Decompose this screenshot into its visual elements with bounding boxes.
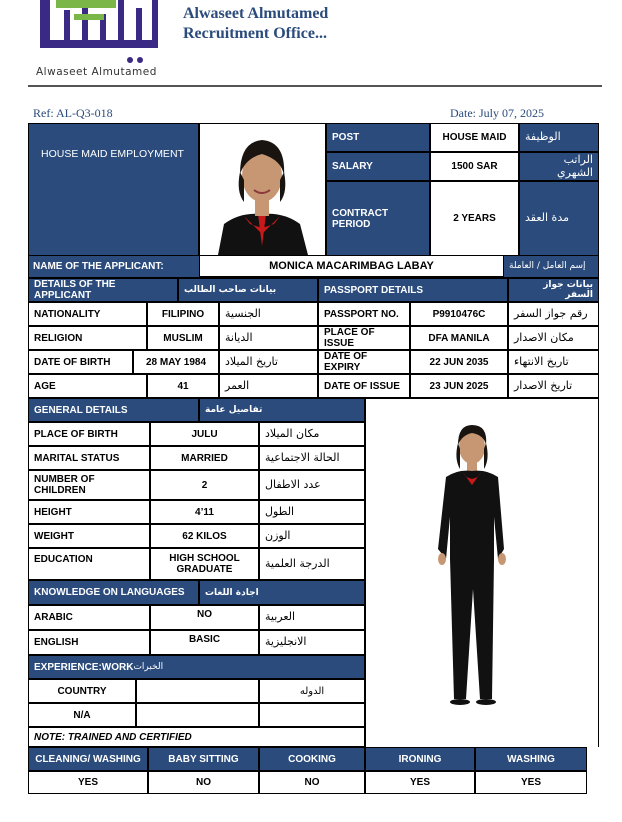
passport-no-arabic: رقم جواز السفر <box>508 302 599 326</box>
passport-no-value: P9910476C <box>410 302 508 326</box>
height-value: 4’11 <box>150 500 259 524</box>
age-arabic: العمر <box>219 374 318 398</box>
contract-arabic: مدة العقد <box>519 181 599 256</box>
reference-number: Ref: AL-Q3-018 <box>33 106 113 120</box>
skill-header-washing: WASHING <box>475 747 587 771</box>
arabic-label: ARABIC <box>28 605 150 630</box>
passport-section-title-arabic: بيانات جواز السفر <box>508 278 599 302</box>
skill-header-cooking: COOKING <box>259 747 365 771</box>
children-label: NUMBER OF CHILDREN <box>28 470 150 500</box>
logo-caption: Alwaseet Almutamed <box>36 66 157 78</box>
note: NOTE: TRAINED AND CERTIFIED <box>28 727 365 747</box>
age-value: 41 <box>147 374 219 398</box>
experience-section-title <box>28 655 365 679</box>
education-label: EDUCATION <box>28 548 150 580</box>
height-label: HEIGHT <box>28 500 150 524</box>
education-arabic: الدرجة العلمية <box>259 548 365 580</box>
english-label: ENGLISH <box>28 630 150 655</box>
general-section-title-arabic: تفاصيل عامة <box>199 398 365 422</box>
contract-label: CONTRACT PERIOD <box>326 181 430 256</box>
applicant-name: MONICA MACARIMBAG LABAY <box>199 255 504 277</box>
place-of-issue-arabic: مكان الاصدار <box>508 326 599 350</box>
skill-value-cooking: NO <box>259 771 365 794</box>
header-divider <box>28 85 602 87</box>
dob-label: DATE OF BIRTH <box>28 350 133 374</box>
place-of-birth-arabic: مكان الميلاد <box>259 422 365 446</box>
date-of-issue-value: 23 JUN 2025 <box>410 374 508 398</box>
applicant-section-title-arabic: بيانات صاحب الطالب <box>178 278 318 302</box>
passport-section-title: PASSPORT DETAILS <box>318 278 508 302</box>
languages-section-title-arabic: اجادة اللغات <box>199 580 365 605</box>
skill-value-baby-sitting: NO <box>148 771 259 794</box>
english-level: BASIC <box>150 630 259 655</box>
general-section-title: GENERAL DETAILS <box>28 398 199 422</box>
height-arabic: الطول <box>259 500 365 524</box>
arabic-level: NO <box>150 605 259 630</box>
skill-value-washing: YES <box>475 771 587 794</box>
passport-no-label: PASSPORT NO. <box>318 302 410 326</box>
dob-arabic: تاريخ الميلاد <box>219 350 318 374</box>
place-of-birth-value: JULU <box>150 422 259 446</box>
marital-status-value: MARRIED <box>150 446 259 470</box>
children-value: 2 <box>150 470 259 500</box>
document-date: Date: July 07, 2025 <box>450 106 544 120</box>
dob-value: 28 MAY 1984 <box>133 350 219 374</box>
date-of-issue-arabic: تاريخ الاصدار <box>508 374 599 398</box>
experience-blank-2 <box>259 703 365 727</box>
date-of-issue-label: DATE OF ISSUE <box>318 374 410 398</box>
nationality-value: FILIPINO <box>147 302 219 326</box>
date-of-expiry-label: DATE OF EXPIRY <box>318 350 410 374</box>
nationality-arabic: الجنسية <box>219 302 318 326</box>
salary-arabic: الراتب الشهري <box>519 152 599 181</box>
company-logo <box>34 0 174 80</box>
place-of-birth-label: PLACE OF BIRTH <box>28 422 150 446</box>
languages-section-title: KNOWLEDGE ON LANGUAGES <box>28 580 199 605</box>
office-name-line2: Recruitment Office... <box>183 25 327 42</box>
religion-label: RELIGION <box>28 326 147 350</box>
applicant-portrait <box>199 123 326 256</box>
logo-mark-icon <box>34 0 174 66</box>
date-of-expiry-arabic: تاريخ الانتهاء <box>508 350 599 374</box>
skill-header-baby-sitting: BABY SITTING <box>148 747 259 771</box>
skill-value-cleaning: YES <box>28 771 148 794</box>
experience-country-value: N/A <box>28 703 136 727</box>
weight-label: WEIGHT <box>28 524 150 548</box>
marital-status-label: MARITAL STATUS <box>28 446 150 470</box>
arabic-arabic: العربية <box>259 605 365 630</box>
religion-arabic: الديانة <box>219 326 318 350</box>
skill-header-cleaning: CLEANING/ WASHING <box>28 747 148 771</box>
religion-value: MUSLIM <box>147 326 219 350</box>
english-arabic: الانجليزية <box>259 630 365 655</box>
applicant-section-title: DETAILS OF THE APPLICANT <box>28 278 178 302</box>
post-value: HOUSE MAID <box>430 123 519 152</box>
portrait-photo-icon <box>200 124 325 255</box>
office-name-line1: Alwaseet Almutamed <box>183 5 329 22</box>
name-label: NAME OF THE APPLICANT: <box>33 261 164 272</box>
full-body-photo-icon <box>366 399 598 739</box>
salary-value: 1500 SAR <box>430 152 519 181</box>
experience-title: EXPERIENCE:WORK <box>34 661 134 673</box>
place-of-issue-label: PLACE OF ISSUE <box>318 326 410 350</box>
contract-value: 2 YEARS <box>430 181 519 256</box>
children-arabic: عدد الاطفال <box>259 470 365 500</box>
nationality-label: NATIONALITY <box>28 302 147 326</box>
employment-title: HOUSE MAID EMPLOYMENT <box>41 148 184 160</box>
skill-value-ironing: YES <box>365 771 475 794</box>
country-header-arabic: الدوله <box>259 679 365 703</box>
experience-blank-1 <box>136 703 259 727</box>
full-body-photo <box>365 398 599 747</box>
marital-status-arabic: الحالة الاجتماعية <box>259 446 365 470</box>
post-label: POST <box>326 123 430 152</box>
name-arabic: إسم العامل / العاملة <box>509 260 586 271</box>
weight-value: 62 KILOS <box>150 524 259 548</box>
date-of-expiry-value: 22 JUN 2035 <box>410 350 508 374</box>
office-name <box>183 4 328 44</box>
country-blank <box>136 679 259 703</box>
post-arabic: الوظيفة <box>519 123 599 152</box>
place-of-issue-value: DFA MANILA <box>410 326 508 350</box>
education-value: HIGH SCHOOL GRADUATE <box>150 548 259 580</box>
age-label: AGE <box>28 374 147 398</box>
country-header: COUNTRY <box>28 679 136 703</box>
weight-arabic: الوزن <box>259 524 365 548</box>
salary-label: SALARY <box>326 152 430 181</box>
experience-title-arabic: الخبرات <box>133 662 164 672</box>
employment-title-box <box>28 123 199 256</box>
skill-header-ironing: IRONING <box>365 747 475 771</box>
